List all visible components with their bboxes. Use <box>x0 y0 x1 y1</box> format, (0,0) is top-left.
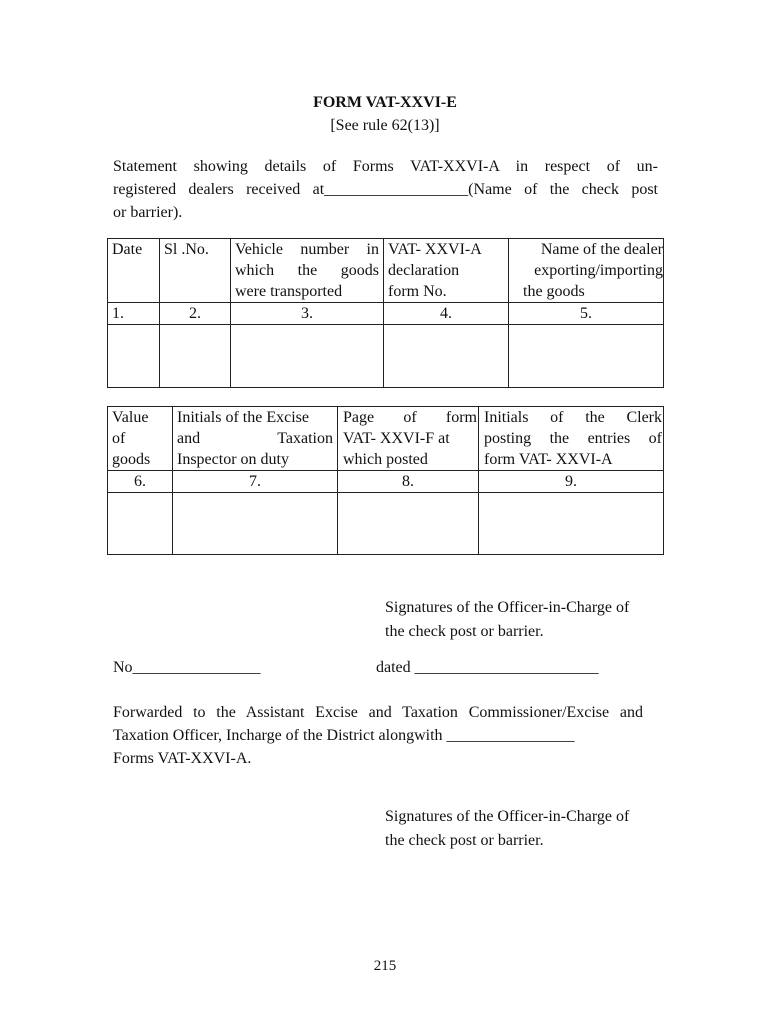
table1-entry-row <box>108 325 664 388</box>
header-vehicle-number: Vehicle number in which the goods were transported <box>231 239 384 303</box>
entry-cell[interactable] <box>173 493 338 555</box>
signature-line-1: Signatures of the Officer-in-Charge of <box>385 599 630 616</box>
entry-cell[interactable] <box>479 493 664 555</box>
dated-field[interactable]: dated _______________________ <box>376 659 599 676</box>
header-value-of-goods: Value of goods <box>108 407 173 471</box>
statement-paragraph <box>113 155 658 224</box>
signature-block-2 <box>385 805 629 853</box>
entry-cell[interactable] <box>160 325 231 388</box>
signature-line-2: the check post or barrier. <box>385 623 544 640</box>
forwarded-line-3: Forms VAT-XXVI-A. <box>113 750 252 767</box>
header-page-of-form: Page of form VAT- XXVI-F at which posted <box>338 407 479 471</box>
number-field[interactable]: No________________ <box>113 659 261 676</box>
header-date: Date <box>108 239 160 303</box>
table1-header-row <box>108 239 664 303</box>
entry-cell[interactable] <box>338 493 479 555</box>
details-table-2 <box>107 406 664 555</box>
col-number-5: 5. <box>509 303 664 325</box>
entry-cell[interactable] <box>108 325 160 388</box>
col-number-2: 2. <box>160 303 231 325</box>
header-dealer-name: Name of the dealer exporting/importing the goods <box>509 239 664 303</box>
col-number-3: 3. <box>231 303 384 325</box>
col-number-7: 7. <box>173 471 338 493</box>
header-initials-inspector: Initials of the Excise and Taxation Inspector on duty <box>173 407 338 471</box>
statement-line-1: Statement showing details of Forms VAT-XXVI-A in respect of un- <box>113 158 658 175</box>
forwarded-line-1: Forwarded to the Assistant Excise and Taxation Commissioner/Excise and <box>113 704 643 721</box>
entry-cell[interactable] <box>384 325 509 388</box>
col-number-6: 6. <box>108 471 173 493</box>
entry-cell[interactable] <box>231 325 384 388</box>
forwarded-paragraph <box>113 701 643 770</box>
header-declaration-form: VAT- XXVI-A declaration form No. <box>384 239 509 303</box>
table2-header-row <box>108 407 664 471</box>
header-initials-clerk: Initials of the Clerk posting the entries of form VAT- XXVI-A <box>479 407 664 471</box>
col-number-9: 9. <box>479 471 664 493</box>
table2-number-row <box>108 471 664 493</box>
forwarded-line-2: Taxation Officer, Incharge of the District alongwith ________________ <box>113 727 575 744</box>
entry-cell[interactable] <box>509 325 664 388</box>
col-number-1: 1. <box>108 303 160 325</box>
form-title: FORM VAT-XXVI-E <box>313 94 457 111</box>
statement-line-3: or barrier). <box>113 204 183 221</box>
signature-block-1 <box>385 596 629 644</box>
signature-line-2: the check post or barrier. <box>385 832 544 849</box>
col-number-4: 4. <box>384 303 509 325</box>
col-number-8: 8. <box>338 471 479 493</box>
table1-number-row <box>108 303 664 325</box>
signature-line-1: Signatures of the Officer-in-Charge of <box>385 808 630 825</box>
entry-cell[interactable] <box>108 493 173 555</box>
header-sl-no: Sl .No. <box>160 239 231 303</box>
rule-reference: [See rule 62(13)] <box>330 117 440 134</box>
details-table-1 <box>107 238 664 388</box>
page-number: 215 <box>373 958 397 974</box>
statement-line-2: registered dealers received at__________________(Name of the check post <box>113 181 658 198</box>
table2-entry-row <box>108 493 664 555</box>
